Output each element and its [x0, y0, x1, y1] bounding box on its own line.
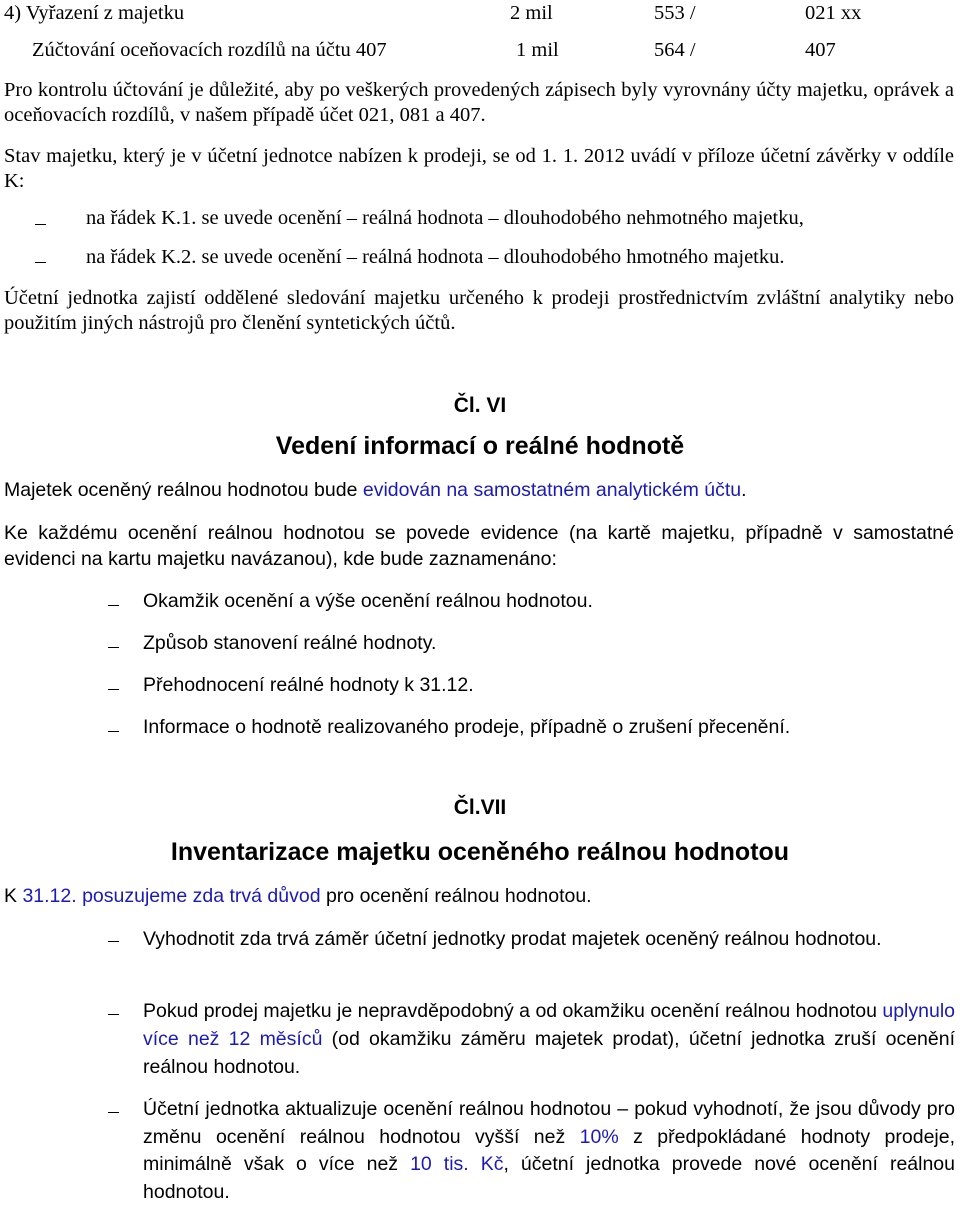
list-item-text: Způsob stanovení reálné hodnoty. [143, 632, 437, 654]
list-item-text: Přehodnocení reálné hodnoty k 31.12. [143, 674, 474, 696]
section-title: Vedení informací o reálné hodnotě [275, 432, 685, 460]
list-item-text: Okamžik ocenění a výše ocenění reálnou hodnotou. [143, 590, 593, 612]
entry-amount: 1 mil [516, 39, 559, 61]
section-number: Čl. VI [453, 394, 507, 417]
dash-bullet [108, 689, 119, 690]
section-number: Čl.VII [453, 796, 507, 819]
section-title: Inventarizace majetku oceněného reálnou hodnotou [170, 838, 790, 866]
list-item-text: Pokud prodej majetku je nepravděpodobný a od okamžiku ocenění reálnou hodnotou uplynulo více než 12 měsíců (od okamžiku záměru majetek prodat), účetní jednotka zruší ocenění reálnou hodnotou. [143, 1000, 955, 1078]
list-item-text: na řádek K.1. se uvede ocenění – reálná hodnota – dlouhodobého nehmotného majetku, [86, 207, 804, 229]
dash-bullet [108, 647, 119, 648]
dash-bullet [35, 224, 46, 225]
list-item-text: Informace o hodnotě realizovaného prodeje, případně o zrušení přecenění. [143, 716, 791, 738]
evidence-paragraph: Majetek oceněný reálnou hodnotou bude evidován na samostatném analytickém účtu. [4, 479, 747, 501]
entry-debit: 564 / [654, 39, 696, 61]
entry-debit: 553 / [654, 2, 696, 24]
highlight-text: 10% [579, 1125, 619, 1148]
record-paragraph: Ke každému ocenění reálnou hodnotou se povede evidence (na kartě majetku, případně v samostatné evidenci na kartu majetku navázanou), kde bude zaznamenáno: [4, 522, 954, 570]
ucetni-paragraph: Účetní jednotka zajistí oddělené sledování majetku určeného k prodeji prostřednictvím zvláštní analytiky nebo použitím jiných nástrojů pro členění syntetických účtů. [4, 287, 954, 334]
highlight-text: 31.12. posuzujeme zda trvá důvod [22, 885, 321, 907]
list-item-text: Účetní jednotka aktualizuje ocenění reálnou hodnotou – pokud vyhodnotí, že jsou důvody pro změnu ocenění reálnou hodnotou vyšší než 10% z předpokládané hodnoty prodeje, minimálně však o více než 10 tis. Kč, účetní jednotka provede nové ocenění reálnou hodnotou. [143, 1098, 956, 1203]
entry-label: Zúčtování oceňovacích rozdílů na účtu 407 [32, 39, 387, 61]
highlight-text: uplynulo více než 12 měsíců [143, 1000, 955, 1050]
dash-bullet [108, 731, 119, 732]
highlight-text: 10 tis. Kč [410, 1153, 504, 1175]
dash-bullet [108, 1014, 119, 1015]
entry-credit: 021 xx [805, 2, 862, 24]
inventory-intro: K 31.12. posuzujeme zda trvá důvod pro ocenění reálnou hodnotou. [4, 885, 592, 907]
highlight-text: evidován na samostatném analytickém účtu [362, 479, 742, 501]
control-paragraph: Pro kontrolu účtování je důležité, aby po veškerých provedených zápisech byly vyrovnány účty majetku, oprávek a oceňovacích rozdílů, v našem případě účet 021, 081 a 407. [4, 79, 954, 126]
list-item-text: na řádek K.2. se uvede ocenění – reálná hodnota – dlouhodobého hmotného majetku. [86, 246, 785, 268]
entry-credit: 407 [805, 39, 836, 61]
list-item-text: Vyhodnotit zda trvá záměr účetní jednotky prodat majetek oceněný reálnou hodnotou. [143, 928, 882, 950]
dash-bullet [108, 941, 119, 942]
stav-paragraph: Stav majetku, který je v účetní jednotce nabízen k prodeji, se od 1. 1. 2012 uvádí v příloze účetní závěrky v oddíle K: [4, 145, 954, 192]
dash-bullet [108, 605, 119, 606]
entry-amount: 2 mil [510, 2, 553, 24]
dash-bullet [35, 262, 46, 263]
entry-label: 4) Vyřazení z majetku [4, 2, 185, 24]
dash-bullet [108, 1112, 119, 1113]
